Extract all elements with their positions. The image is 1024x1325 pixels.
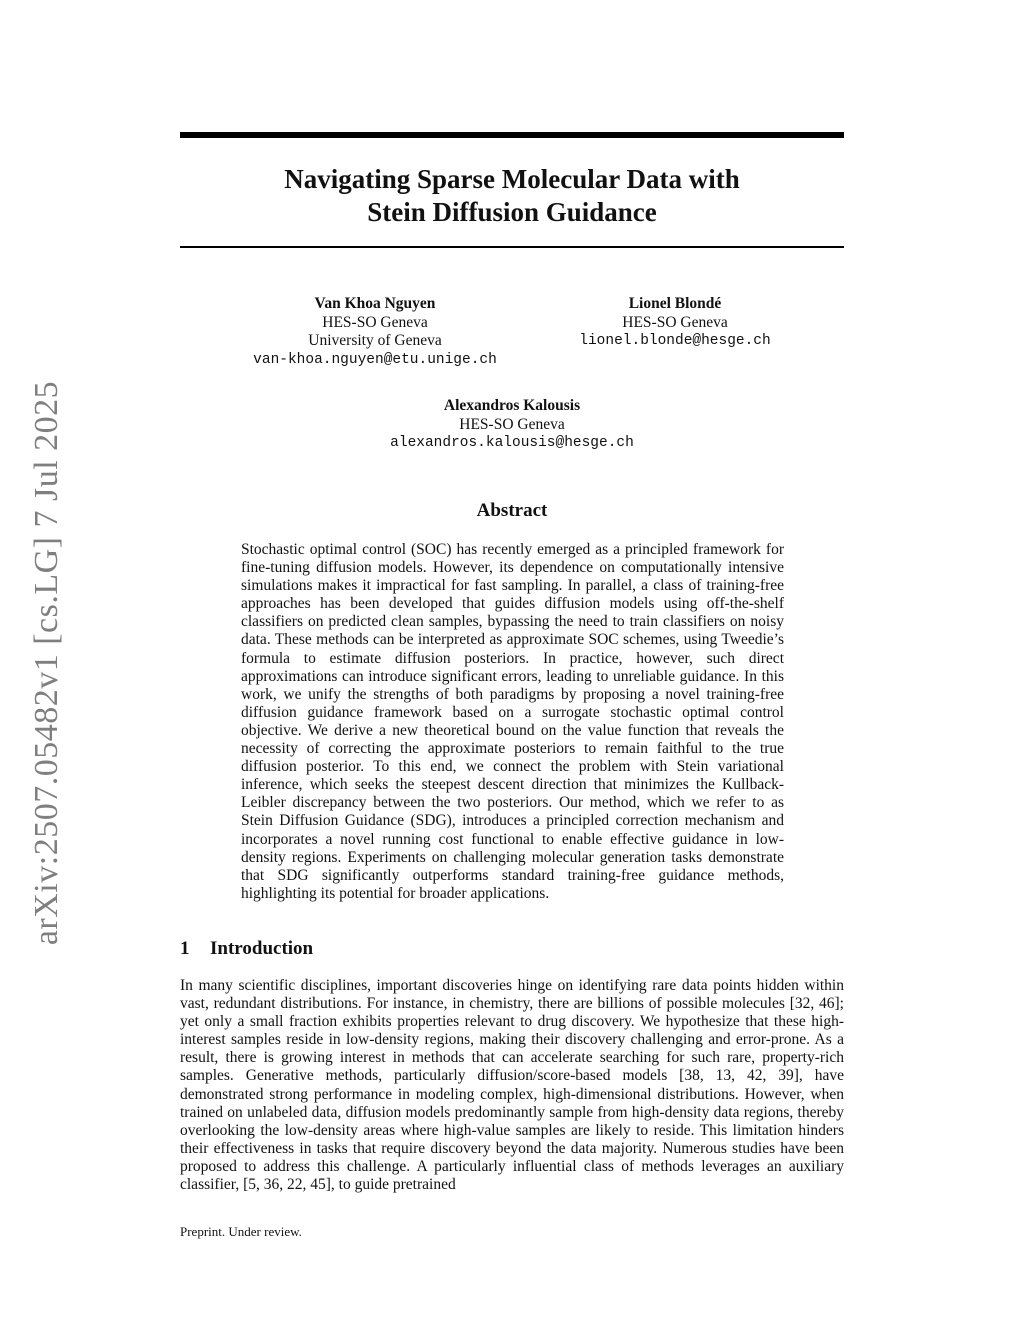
paper-title [180,163,844,229]
section-heading-introduction [180,937,313,961]
section-title: Introduction [210,938,314,959]
author-block-2 [530,295,820,351]
page-footer: Preprint. Under review. [180,1224,302,1239]
author-email[interactable]: alexandros.kalousis@hesge.ch [390,435,634,451]
author-block-3 [330,397,694,453]
abstract-text: Stochastic optimal control (SOC) has recently emerged as a principled framework for fine-tuning diffusion models. However, its dependence on computationally intensive simulations makes it impractical for fast sampling. In parallel, a class of training-free approaches has been developed that guides diffusion models using off-the-shelf classifiers on predicted clean samples, bypassing the need to train classifiers on noisy data. These methods can be interpreted as approximate SOC schemes, using Tweedie’s formula to estimate diffusion posteriors. In practice, however, such direct approximations can introduce significant errors, leading to unreliable guidance. In this work, we unify the strengths of both paradigms by proposing a novel training-free diffusion guidance framework based on a surrogate stochastic optimal control objective. We derive a new theoretical bound on the value function that reveals the necessity of correcting the approximate posteriors to remain faithful to the true diffusion posterior. To this end, we connect the problem with Stein variational inference, which seeks the steepest descent direction that minimizes the Kullback-Leibler discrepancy between the two posteriors. Our method, which we refer to as Stein Diffusion Guidance (SDG), introduces a principled correction mechanism and incorporates a novel running cost functional to enable effective guidance in low-density regions. Experiments on challenging molecular generation tasks demonstrate that SDG significantly outperforms standard training-free guidance methods, highlighting its potential for broader applications. [241,541,784,902]
author-email[interactable]: van-khoa.nguyen@etu.unige.ch [253,351,497,368]
author-affiliation: University of Geneva [308,332,442,349]
author-email[interactable]: lionel.blonde@hesge.ch [579,333,771,349]
introduction-text: In many scientific disciplines, important discoveries hinge on identifying rare data points hidden within vast, redundant distributions. For instance, in chemistry, there are billions of possible molecules [32, 46]; yet only a small fraction exhibits properties relevant to drug discovery. We hypothesize that these high-interest samples reside in low-density regions, making their discovery challenging and error-prone. As a result, there is growing interest in methods that can accelerate searching for such rare, property-rich samples. Generative methods, particularly diffusion/score-based models [38, 13, 42, 39], have demonstrated strong performance in modeling complex, high-dimensional distributions. However, when trained on unlabeled data, diffusion models predominantly sample from high-density data regions, thereby overlooking the low-density areas where high-value samples are likely to reside. This limitation hinders their effectiveness in tasks that require discovery beyond the data majority. Numerous studies have been proposed to address this challenge. A particularly influential class of methods leverages an auxiliary classifier, [5, 36, 22, 45], to guide pretrained [180,977,844,1194]
abstract-heading: Abstract [476,500,548,521]
author-affiliation: HES-SO Geneva [459,415,565,433]
author-name: Lionel Blondé [628,295,722,312]
arxiv-identifier-stamp[interactable]: arXiv:2507.05482v1 [cs.LG] 7 Jul 2025 [28,380,65,946]
title-line-1: Navigating Sparse Molecular Data with [284,164,740,194]
title-bottom-rule [180,246,844,248]
author-name: Van Khoa Nguyen [314,295,436,312]
section-number: 1 [180,938,190,959]
title-line-2: Stein Diffusion Guidance [367,197,657,227]
title-top-rule [180,132,844,138]
author-block-1 [230,295,520,369]
author-name: Alexandros Kalousis [443,397,581,414]
author-affiliation: HES-SO Geneva [322,313,428,331]
author-affiliation: HES-SO Geneva [622,313,728,331]
